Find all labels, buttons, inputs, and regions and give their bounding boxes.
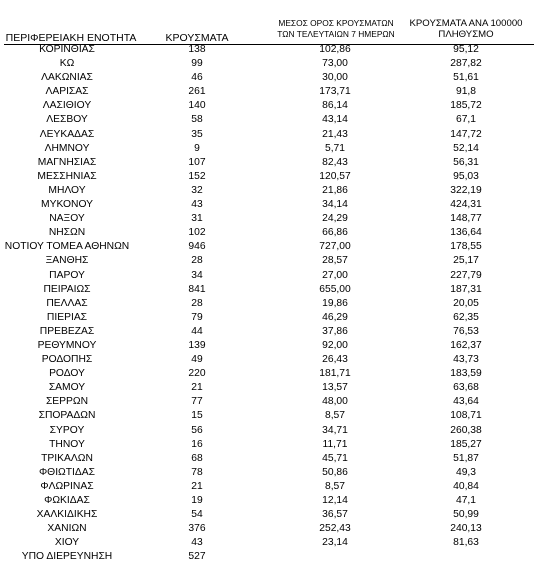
cell-avg7: 5,71 xyxy=(324,142,346,154)
cell-avg7: 21,43 xyxy=(322,128,348,140)
cell-region: ΦΘΙΩΤΙΔΑΣ xyxy=(38,466,96,478)
cell-per100k: 108,71 xyxy=(450,410,482,422)
cell-avg7: 11,71 xyxy=(322,438,348,450)
cell-per100k: 20,05 xyxy=(453,297,479,309)
cell-avg7: 27,00 xyxy=(322,269,348,281)
cell-cases: 138 xyxy=(188,44,206,55)
cell-cases: 79 xyxy=(191,311,203,323)
table-row xyxy=(0,170,541,184)
table-row xyxy=(0,184,541,198)
cell-per100k: 424,31 xyxy=(450,199,482,211)
cell-avg7: 21,86 xyxy=(322,184,348,196)
table-row xyxy=(0,198,541,212)
cell-per100k: 51,87 xyxy=(453,452,479,464)
cell-per100k: 56,31 xyxy=(453,156,479,168)
cell-region: ΛΕΥΚΑΔΑΣ xyxy=(39,128,95,140)
cell-avg7: 13,57 xyxy=(322,382,348,394)
header-avg7-line1: ΜΕΣΟΣ ΟΡΟΣ ΚΡΟΥΣΜΑΤΩΝ xyxy=(278,18,394,28)
cell-cases: 28 xyxy=(191,297,203,309)
table-row xyxy=(0,43,541,57)
cell-cases: 527 xyxy=(188,551,206,563)
cell-cases: 56 xyxy=(191,424,203,436)
table-row xyxy=(0,57,541,71)
table-body xyxy=(0,43,541,564)
table-row xyxy=(0,452,541,466)
cell-avg7: 34,71 xyxy=(322,424,348,436)
cell-per100k: 136,64 xyxy=(450,227,482,239)
cell-per100k: 50,99 xyxy=(453,509,479,521)
table-row xyxy=(0,353,541,367)
cell-region: ΜΗΛΟΥ xyxy=(48,184,86,196)
table-row xyxy=(0,212,541,226)
cell-region: ΧΑΝΙΩΝ xyxy=(47,523,87,535)
cell-cases: 376 xyxy=(188,523,206,535)
cell-avg7: 37,86 xyxy=(322,325,348,337)
cell-region: ΤΡΙΚΑΛΩΝ xyxy=(41,452,93,464)
cell-avg7: 8,57 xyxy=(324,410,346,422)
cell-region: ΛΗΜΝΟΥ xyxy=(44,142,90,154)
cell-cases: 43 xyxy=(191,537,203,549)
cell-per100k: 287,82 xyxy=(450,58,482,70)
table-row xyxy=(0,424,541,438)
cell-avg7: 28,57 xyxy=(322,255,348,267)
cell-per100k: 260,38 xyxy=(450,424,482,436)
cell-region: ΠΙΕΡΙΑΣ xyxy=(46,311,88,323)
cell-cases: 28 xyxy=(191,255,203,267)
cell-per100k: 81,63 xyxy=(453,537,479,549)
cell-per100k: 148,77 xyxy=(450,213,482,225)
cell-avg7: 36,57 xyxy=(322,509,348,521)
table-row xyxy=(0,381,541,395)
cell-cases: 21 xyxy=(191,480,203,492)
cell-per100k: 76,53 xyxy=(453,325,479,337)
cell-avg7: 23,14 xyxy=(322,537,348,549)
cell-per100k: 40,84 xyxy=(453,480,479,492)
cell-region: ΣΕΡΡΩΝ xyxy=(45,396,89,408)
cell-avg7: 102,86 xyxy=(319,44,351,55)
cell-region: ΝΗΣΩΝ xyxy=(48,227,86,239)
header-avg7 xyxy=(270,18,402,40)
table-row xyxy=(0,494,541,508)
table-row xyxy=(0,269,541,283)
cell-cases: 54 xyxy=(191,509,203,521)
cell-region: ΣΥΡΟΥ xyxy=(49,424,85,436)
cell-region: ΛΑΡΙΣΑΣ xyxy=(45,86,89,98)
table-row xyxy=(0,142,541,156)
cell-region: ΣΠΟΡΑΔΩΝ xyxy=(38,410,96,422)
cell-avg7: 48,00 xyxy=(322,396,348,408)
cell-cases: 32 xyxy=(191,184,203,196)
cell-per100k: 187,31 xyxy=(450,283,482,295)
table-header xyxy=(0,0,541,44)
cell-per100k: 95,12 xyxy=(453,44,479,55)
cell-per100k: 43,73 xyxy=(453,354,479,366)
table-row xyxy=(0,395,541,409)
cell-per100k: 185,27 xyxy=(450,438,482,450)
cell-avg7: 46,29 xyxy=(322,311,348,323)
cell-cases: 220 xyxy=(188,368,206,380)
table-row xyxy=(0,128,541,142)
cell-cases: 46 xyxy=(191,72,203,84)
table-row xyxy=(0,254,541,268)
cell-avg7: 173,71 xyxy=(319,86,351,98)
cell-avg7: 43,14 xyxy=(322,114,348,126)
cell-region: ΚΟΡΙΝΘΙΑΣ xyxy=(39,44,95,55)
cell-cases: 58 xyxy=(191,114,203,126)
cell-region: ΜΥΚΟΝΟΥ xyxy=(41,199,93,211)
cell-avg7: 86,14 xyxy=(322,100,348,112)
cell-per100k: 62,35 xyxy=(453,311,479,323)
table-row xyxy=(0,113,541,127)
table-row xyxy=(0,85,541,99)
cell-avg7: 24,29 xyxy=(322,213,348,225)
cell-cases: 49 xyxy=(191,354,203,366)
cell-per100k: 51,61 xyxy=(453,72,479,84)
cell-avg7: 34,14 xyxy=(322,199,348,211)
cell-region: ΛΑΚΩΝΙΑΣ xyxy=(41,72,93,84)
table-row xyxy=(0,339,541,353)
cell-avg7: 66,86 xyxy=(322,227,348,239)
cell-cases: 31 xyxy=(191,213,203,225)
cell-cases: 35 xyxy=(191,128,203,140)
cell-cases: 19 xyxy=(191,495,203,506)
cell-per100k: 240,13 xyxy=(450,523,482,535)
cell-cases: 99 xyxy=(191,58,203,70)
cell-avg7: 50,86 xyxy=(322,466,348,478)
cell-region: ΞΑΝΘΗΣ xyxy=(45,255,89,267)
cell-cases: 21 xyxy=(191,382,203,394)
table-row xyxy=(0,311,541,325)
cell-region: ΡΟΔΟΠΗΣ xyxy=(41,354,93,366)
cell-region: ΡΕΘΥΜΝΟΥ xyxy=(37,339,97,351)
cell-cases: 102 xyxy=(188,227,206,239)
cell-region: ΠΕΙΡΑΙΩΣ xyxy=(43,283,91,295)
header-per100k-line2: ΠΛΗΘΥΣΜΟ xyxy=(438,29,494,40)
cell-region: ΧΙΟΥ xyxy=(54,537,80,549)
cell-region: ΚΩ xyxy=(59,58,75,70)
cell-cases: 77 xyxy=(191,396,203,408)
cell-cases: 68 xyxy=(191,452,203,464)
cell-per100k: 95,03 xyxy=(453,170,479,182)
cell-region: ΠΡΕΒΕΖΑΣ xyxy=(39,325,95,337)
table-row xyxy=(0,508,541,522)
cell-avg7: 8,57 xyxy=(324,480,346,492)
cell-per100k: 227,79 xyxy=(450,269,482,281)
cell-avg7: 26,43 xyxy=(322,354,348,366)
table-row xyxy=(0,522,541,536)
header-cases: ΚΡΟΥΣΜΑΤΑ xyxy=(165,32,229,44)
table-row xyxy=(0,297,541,311)
cell-cases: 152 xyxy=(188,170,206,182)
cell-avg7: 252,43 xyxy=(319,523,351,535)
table-row xyxy=(0,438,541,452)
cell-region: ΧΑΛΚΙΔΙΚΗΣ xyxy=(36,509,98,521)
cell-region: ΠΑΡΟΥ xyxy=(49,269,85,281)
cell-region: ΜΑΓΝΗΣΙΑΣ xyxy=(37,156,97,168)
cell-per100k: 43,64 xyxy=(453,396,479,408)
table-row xyxy=(0,240,541,254)
cell-cases: 16 xyxy=(191,438,203,450)
cell-avg7: 727,00 xyxy=(319,241,351,253)
cell-cases: 139 xyxy=(188,339,206,351)
table-row xyxy=(0,226,541,240)
cell-per100k: 178,55 xyxy=(450,241,482,253)
table-row xyxy=(0,409,541,423)
cell-per100k: 63,68 xyxy=(453,382,479,394)
cell-avg7: 120,57 xyxy=(319,170,351,182)
cell-per100k: 25,17 xyxy=(453,255,479,267)
cell-per100k: 47,1 xyxy=(455,495,477,506)
cell-cases: 34 xyxy=(191,269,203,281)
cell-region: ΠΕΛΛΑΣ xyxy=(46,297,88,309)
header-avg7-line2: ΤΩΝ ΤΕΛΕΥΤΑΙΩΝ 7 ΗΜΕΡΩΝ xyxy=(277,29,395,39)
cell-per100k: 49,3 xyxy=(455,466,477,478)
cell-cases: 43 xyxy=(191,199,203,211)
cell-per100k: 91,8 xyxy=(455,86,477,98)
table-row xyxy=(0,156,541,170)
cell-region: ΣΑΜΟΥ xyxy=(48,382,86,394)
cell-per100k: 185,72 xyxy=(450,100,482,112)
header-region: ΠΕΡΙΦΕΡΕΙΑΚΗ ΕΝΟΤΗΤΑ xyxy=(5,32,137,44)
cell-avg7: 82,43 xyxy=(322,156,348,168)
table-row xyxy=(0,283,541,297)
table-row xyxy=(0,99,541,113)
header-per100k xyxy=(400,18,532,40)
table-row xyxy=(0,550,541,564)
cell-region: ΡΟΔΟΥ xyxy=(49,368,85,380)
cell-cases: 107 xyxy=(188,156,206,168)
cell-region: ΛΕΣΒΟΥ xyxy=(46,114,88,126)
cell-avg7: 19,86 xyxy=(322,297,348,309)
header-per100k-line1: ΚΡΟΥΣΜΑΤΑ ΑΝΑ 100000 xyxy=(409,18,523,29)
cell-cases: 15 xyxy=(191,410,203,422)
cell-per100k: 322,19 xyxy=(450,184,482,196)
cell-region: ΜΕΣΣΗΝΙΑΣ xyxy=(37,170,97,182)
cell-cases: 44 xyxy=(191,325,203,337)
cell-avg7: 30,00 xyxy=(322,72,348,84)
cell-per100k: 52,14 xyxy=(453,142,479,154)
cell-region: ΦΩΚΙΔΑΣ xyxy=(44,495,90,506)
cell-cases: 946 xyxy=(188,241,206,253)
table-row xyxy=(0,466,541,480)
cell-region: ΛΑΣΙΘΙΟΥ xyxy=(42,100,92,112)
table-row xyxy=(0,367,541,381)
cell-avg7: 181,71 xyxy=(319,368,351,380)
cell-cases: 841 xyxy=(188,283,206,295)
cell-cases: 78 xyxy=(191,466,203,478)
cell-cases: 261 xyxy=(188,86,206,98)
cell-region: ΝΟΤΙΟΥ ΤΟΜΕΑ ΑΘΗΝΩΝ xyxy=(4,241,130,253)
table-row xyxy=(0,536,541,550)
cell-per100k: 67,1 xyxy=(455,114,477,126)
cell-per100k: 147,72 xyxy=(450,128,482,140)
table-row xyxy=(0,480,541,494)
cell-region: ΦΛΩΡΙΝΑΣ xyxy=(40,480,94,492)
cell-region: ΥΠΟ ΔΙΕΡΕΥΝΗΣΗ xyxy=(21,551,113,563)
cell-cases: 140 xyxy=(188,100,206,112)
table-row xyxy=(0,325,541,339)
table-row xyxy=(0,71,541,85)
cell-region: ΝΑΞΟΥ xyxy=(49,213,85,225)
cell-avg7: 45,71 xyxy=(322,452,348,464)
cell-avg7: 92,00 xyxy=(322,339,348,351)
cell-cases: 9 xyxy=(194,142,200,154)
cell-per100k: 183,59 xyxy=(450,368,482,380)
cell-avg7: 73,00 xyxy=(322,58,348,70)
cell-avg7: 655,00 xyxy=(319,283,351,295)
cell-per100k: 162,37 xyxy=(450,339,482,351)
cell-avg7: 12,14 xyxy=(322,495,348,506)
cell-region: ΤΗΝΟΥ xyxy=(49,438,85,450)
